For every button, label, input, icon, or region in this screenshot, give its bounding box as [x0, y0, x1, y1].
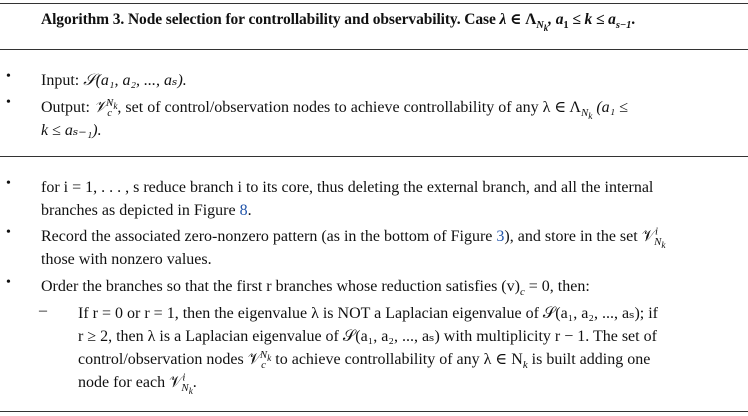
step-1-line-1: for i = 1, . . . , s reduce branch i to its core, thus deleting the external branch, and all the internal: [41, 179, 654, 196]
section-rule: [0, 156, 748, 157]
input-value: 𝒮(a₁, a₂, ..., aₛ).: [83, 72, 187, 89]
title-text: Algorithm 3. Node selection for controllability and observability. Case: [41, 11, 496, 28]
top-rule: [0, 3, 748, 4]
step-2-line-2: those with nonzero values.: [41, 251, 212, 268]
header-rule: [0, 49, 748, 50]
bullet-icon: •: [6, 69, 11, 84]
output-line-2: k ≤ aₛ₋₁).: [41, 122, 102, 139]
figure-8-link[interactable]: 8: [239, 202, 248, 219]
step-1-text: [41, 176, 741, 222]
bullet-icon: •: [6, 225, 11, 240]
sub-line-3: control/observation nodes 𝒱$_c^{N_k}$ to achieve controllability of any λ ∈ $N_k$ is built adding one: [78, 348, 651, 372]
figure-3-link[interactable]: 3: [496, 228, 505, 245]
step-2-text: [41, 225, 741, 271]
step-1-line-2: branches as depicted in Figure 8.: [41, 202, 252, 219]
algorithm-title: Algorithm 3. Node selection for controllability and observability. Case λ ∈ $\Lambda_{N_k}$, $a_1 \le k \le a_{s-1}$.: [41, 11, 636, 34]
step-3-line-1: Order the branches so that the first r branches whose reduction satisfies $(v)_c = 0$, then:: [41, 278, 590, 299]
step-3-text: [41, 275, 741, 298]
output-text: [41, 95, 741, 142]
sub-line-2: r ≥ 2, then λ is a Laplacian eigenvalue of 𝒮(a₁, a₂, ..., aₛ) with multiplicity r − 1. The set of: [78, 328, 657, 345]
sub-line-1: If r = 0 or r = 1, then the eigenvalue λ is NOT a Laplacian eigenvalue of 𝒮(a₁, a₂, ..., aₛ); if: [78, 305, 659, 322]
bottom-rule: [0, 411, 748, 412]
bullet-icon: •: [6, 95, 11, 110]
input-label: Input:: [41, 72, 80, 89]
step-2-line-1: Record the associated zero-nonzero pattern (as in the bottom of Figure 3), and store in the set 𝒱$^i_{N_k}$: [41, 225, 666, 251]
output-line-1: Output: 𝒱$_c^{N_k}$, set of control/observation nodes to achieve controllability of any λ ∈ $\Lambda_{N_k}$ (a₁ ≤: [41, 96, 629, 122]
bullet-icon: •: [6, 176, 11, 191]
bullet-icon: •: [6, 275, 11, 290]
input-text: [41, 69, 741, 92]
sub-line-4: node for each 𝒱$^i_{N_k}$.: [78, 371, 197, 397]
dash-icon: –: [39, 302, 47, 319]
title-math: λ ∈ $\Lambda_{N_k}$, $a_1 \le k \le a_{s-1}$: [499, 11, 632, 34]
sub-item-text: [78, 302, 744, 397]
